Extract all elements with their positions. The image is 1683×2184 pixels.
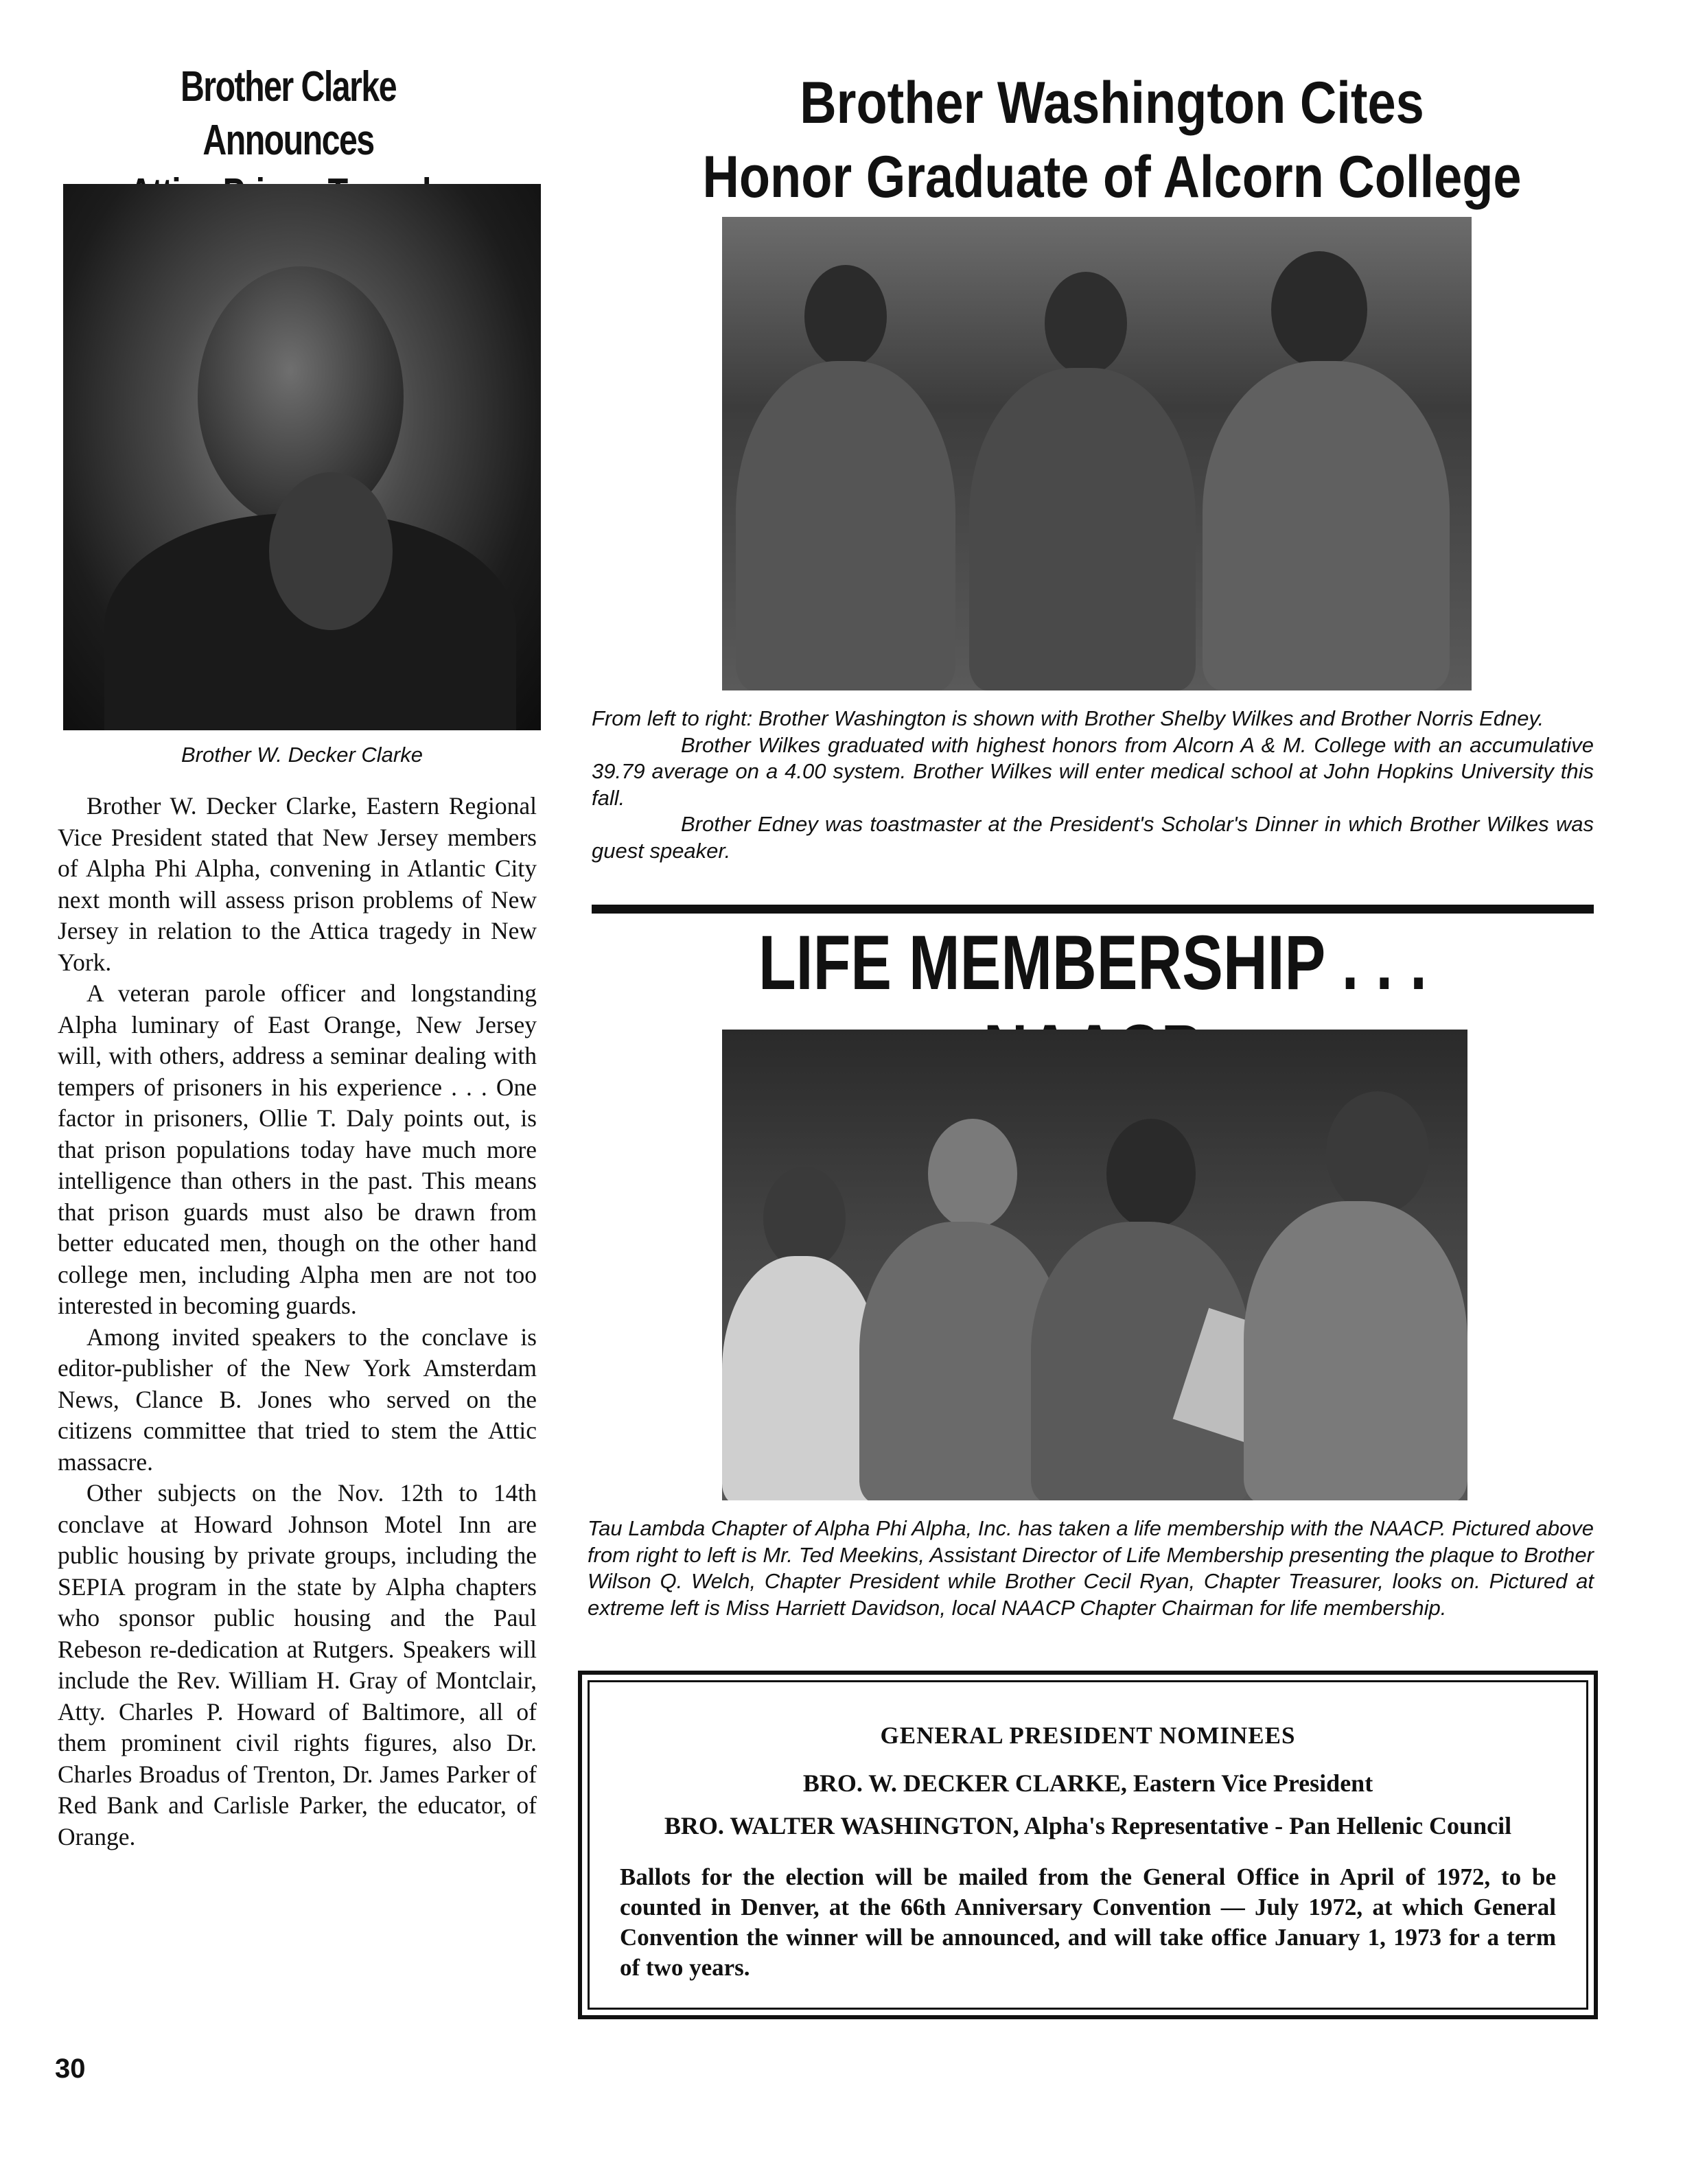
- caption-paragraph: From left to right: Brother Washington is shown with Brother Shelby Wilkes and Brother Norris Edney.: [592, 706, 1544, 730]
- washington-headline-line-1: Brother Washington Cites: [800, 70, 1424, 136]
- naacp-plaque-photo: [722, 1030, 1467, 1500]
- caption-paragraph: Brother Wilkes graduated with highest honors from Alcorn A & M. College with an accumulative 39.79 average on a 4.00 system. Brother Wilkes will enter medical school at John Hopkins University this fall.: [592, 732, 1594, 810]
- nominees-box: [588, 1680, 1588, 2010]
- clarke-headline-line-1: Brother Clarke Announces: [180, 63, 397, 164]
- caption-paragraph: Brother Edney was toastmaster at the President's Scholar's Dinner in which Brother Wilkes was guest speaker.: [592, 812, 1594, 863]
- nominee-clarke: BRO. W. DECKER CLARKE, Eastern Vice President: [802, 1769, 1373, 1797]
- article-paragraph: Other subjects on the Nov. 12th to 14th conclave at Howard Johnson Motel Inn are public housing by private groups, including the SEPIA program in the state by Alpha chapters who sponsor public housing and the Paul Rebeson re-dedication at Rutgers. Speakers will include the Rev. William H. Gray of Montclair, Atty. Charles P. Howard of Baltimore, all of them prominent civil rights figures, also Dr. Charles Broadus of Trenton, Dr. James Parker of Red Bank and Carlisle Parker, the educator, of Orange.: [58, 1479, 537, 1850]
- ballot-note: Ballots for the election will be mailed from the General Office in April of 1972, to be counted in Denver, at the 66th Anniversary Convention — July 1972, at which General Convention the winner will be announced, and will take office January 1, 1973 for a term of two years.: [620, 1863, 1556, 1981]
- naacp-photo-caption: Tau Lambda Chapter of Alpha Phi Alpha, Inc. has taken a life membership with the NAACP. Pictured above from right to left is Mr. Ted Meekins, Assistant Director of Life Membership presenting the plaque to Brother Wilson Q. Welch, Chapter President while Brother Cecil Ryan, Chapter Treasurer, looks on. Pictured at extreme left is Miss Harriett Davidson, local NAACP Chapter Chairman for life membership.: [588, 1516, 1594, 1620]
- naacp-headline: LIFE MEMBERSHIP . . .: [758, 920, 1428, 1006]
- three-men-photo: [722, 217, 1472, 690]
- article-paragraph: Brother W. Decker Clarke, Eastern Regional Vice President stated that New Jersey members of Alpha Phi Alpha, convening in Atlantic City next month will assess prison problems of New Jersey in relation to the Attica tragedy in New York.: [58, 792, 537, 976]
- nominees-title: GENERAL PRESIDENT NOMINEES: [880, 1722, 1296, 1749]
- page-number: 30: [55, 2054, 86, 2084]
- nominee-washington: BRO. WALTER WASHINGTON, Alpha's Representative - Pan Hellenic Council: [664, 1812, 1512, 1839]
- clarke-portrait-photo: [63, 184, 541, 730]
- article-paragraph: Among invited speakers to the conclave is editor-publisher of the New York Amsterdam News, Clance B. Jones who served on the citizens committee that tried to stem the Attic massacre.: [58, 1323, 537, 1476]
- clarke-article-body: [58, 791, 537, 1852]
- washington-photo-caption: [592, 706, 1594, 864]
- clarke-photo-caption: Brother W. Decker Clarke: [181, 743, 423, 767]
- article-paragraph: A veteran parole officer and longstanding Alpha luminary of East Orange, New Jersey will, with others, address a seminar dealing with tempers of prisoners in his experience . . . One factor in prisoners, Ollie T. Daly points out, is that prison populations today have much more intelligence than others in the past. This means that prison guards must also be drawn from better educated men, though on the other hand college men, including Alpha men are not too interested in becoming guards.: [58, 979, 537, 1319]
- washington-headline-line-2: Honor Graduate of Alcorn College: [702, 144, 1522, 210]
- washington-headline: [663, 66, 1560, 214]
- section-divider: [592, 905, 1594, 914]
